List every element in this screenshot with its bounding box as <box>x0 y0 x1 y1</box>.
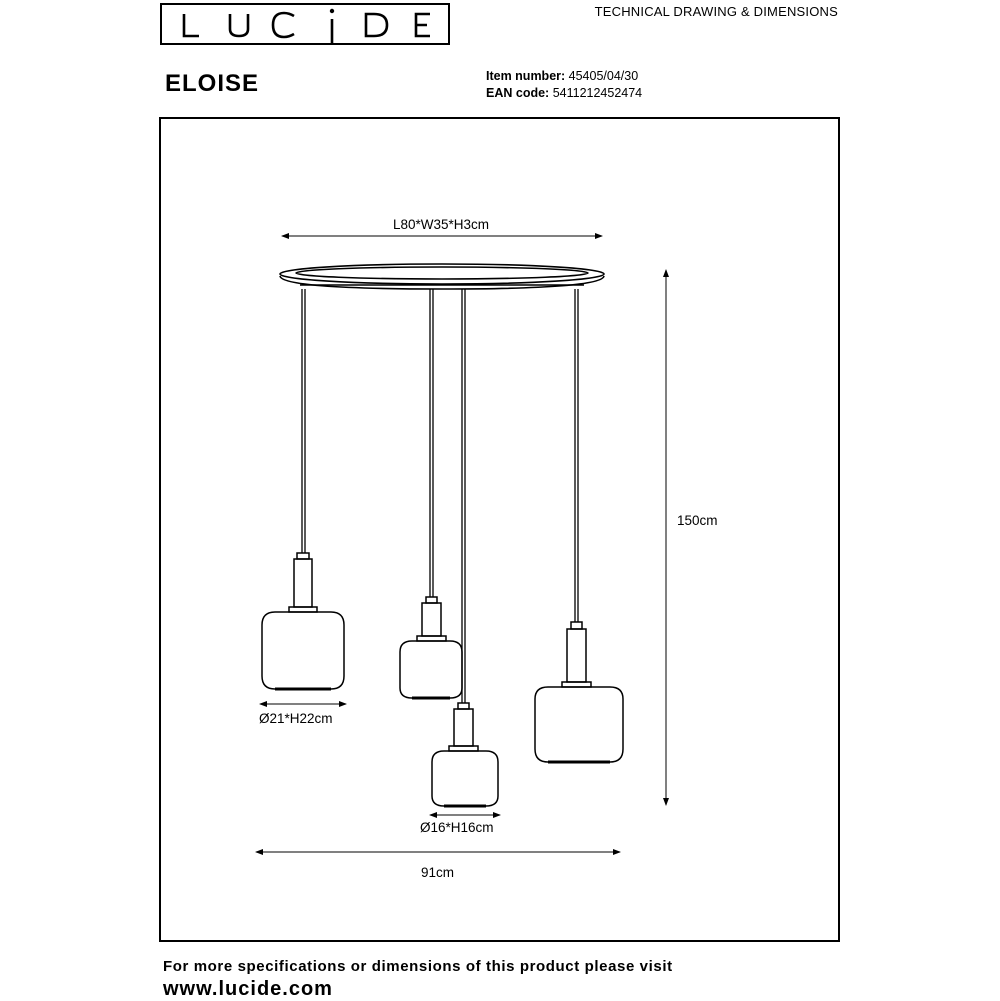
ean-row: EAN code: 5411212452474 <box>486 86 643 100</box>
width-dimension-label: 91cm <box>421 865 455 880</box>
drawing-title: TECHNICAL DRAWING & DIMENSIONS <box>594 4 838 19</box>
large-shade-dimension-label: Ø21*H22cm <box>259 711 333 726</box>
ean-value: 5411212452474 <box>552 86 643 100</box>
ean-label: EAN code <box>486 86 546 100</box>
footer-text: For more specifications or dimensions of this product please visit <box>163 958 673 975</box>
website-link[interactable]: www.lucide.com <box>163 978 333 1000</box>
item-number-value: 45405/04/30 <box>568 69 639 83</box>
canopy <box>280 264 604 289</box>
pendant-small-bottom <box>432 703 498 806</box>
height-dimension-label: 150cm <box>677 513 718 528</box>
pendant-large-left <box>262 553 344 689</box>
small-shade-dimension-label: Ø16*H16cm <box>420 820 494 835</box>
item-number-row: Item number: 45405/04/30 <box>486 69 639 83</box>
item-number-label: Item number <box>486 69 562 83</box>
canopy-dimension-label: L80*W35*H3cm <box>393 217 490 232</box>
pendant-large-right <box>535 622 623 762</box>
pendant-small-middle <box>400 597 462 698</box>
product-name: ELOISE <box>165 70 260 97</box>
